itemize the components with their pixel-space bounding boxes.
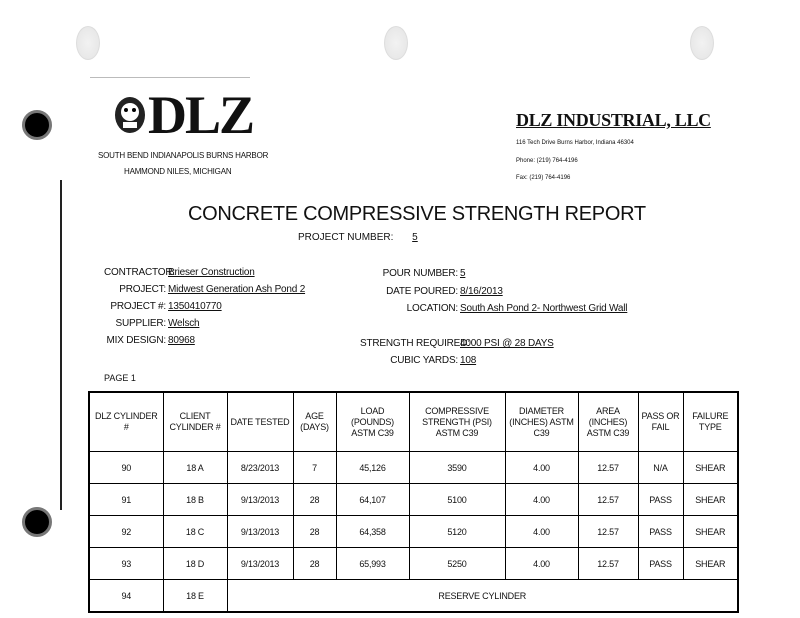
table-cell: 3590: [409, 452, 505, 484]
table-cell: 94: [89, 580, 163, 613]
punch-hole-top-center: [384, 26, 408, 60]
project-number-field: [104, 301, 222, 312]
table-cell: 5250: [409, 548, 505, 580]
column-header-line: (INCHES): [588, 416, 628, 427]
field-value: 8/16/2013: [460, 286, 503, 297]
table-cell: 5100: [409, 484, 505, 516]
field-label: PROJECT #:: [110, 301, 166, 312]
table-cell: 28: [293, 548, 336, 580]
project-number-value: 5: [412, 232, 418, 243]
dlz-industrial-name: DLZ INDUSTRIAL, LLC: [516, 110, 711, 130]
column-header-line: DATE TESTED: [230, 416, 290, 427]
table-cell: 12.57: [578, 548, 638, 580]
table-cell: 4.00: [505, 452, 578, 484]
column-header: [89, 392, 163, 452]
column-header: [505, 392, 578, 452]
column-header-line: ASTM C39: [586, 427, 630, 438]
column-header-line: ASTM C39: [435, 427, 479, 438]
table-cell: 65,993: [336, 548, 409, 580]
column-header: [409, 392, 505, 452]
field-label: CUBIC YARDS:: [390, 355, 458, 366]
table-cell: PASS: [638, 484, 683, 516]
field-label: PROJECT:: [119, 284, 166, 295]
field-value: Brieser Construction: [168, 267, 255, 278]
table-cell: 64,107: [336, 484, 409, 516]
column-header: [683, 392, 738, 452]
mix-design-field: [104, 335, 195, 346]
supplier-field: [104, 318, 199, 329]
reserve-cylinder-note: RESERVE CYLINDER: [227, 580, 738, 613]
field-label: SUPPLIER:: [115, 318, 166, 329]
industrial-address: 116 Tech Drive Burns Harbor, Indiana 46304: [516, 140, 634, 146]
table-cell: 93: [89, 548, 163, 580]
column-header-line: FAIL: [651, 422, 670, 432]
table-cell: 28: [293, 484, 336, 516]
dlz-logo-text: DLZ: [148, 85, 254, 145]
column-header-line: (DAYS): [300, 422, 329, 432]
report-title: CONCRETE COMPRESSIVE STRENGTH REPORT: [188, 203, 646, 225]
table-cell: 4.00: [505, 516, 578, 548]
industrial-phone: Phone: (219) 764-4196: [516, 158, 578, 164]
column-header: [638, 392, 683, 452]
project-field: [104, 284, 305, 295]
punch-hole-top-right: [690, 26, 714, 60]
table-cell: 90: [89, 452, 163, 484]
column-header-line: TYPE: [698, 422, 722, 432]
table-cell: 18 C: [163, 516, 227, 548]
table-cell: 18 D: [163, 548, 227, 580]
table-body: [89, 452, 738, 613]
table-row: [89, 484, 738, 516]
field-value: 1350410770: [168, 301, 222, 312]
column-header-line: STRENGTH (PSI): [422, 416, 492, 427]
table-cell: 12.57: [578, 484, 638, 516]
dlz-mascot-logo-icon: [112, 95, 148, 135]
field-label: POUR NUMBER:: [382, 268, 458, 279]
table-cell: 45,126: [336, 452, 409, 484]
page-edge-line: [60, 180, 62, 510]
project-number: [298, 232, 418, 243]
table-cell: PASS: [638, 548, 683, 580]
field-value: South Ash Pond 2- Northwest Grid Wall: [460, 303, 628, 314]
field-value: Midwest Generation Ash Pond 2: [168, 284, 306, 295]
table-cell: 92: [89, 516, 163, 548]
table-cell: 9/13/2013: [227, 484, 293, 516]
column-header-line: LOAD (POUNDS): [351, 405, 394, 427]
table-cell: 5120: [409, 516, 505, 548]
results-table: [88, 391, 739, 613]
column-header-line: (INCHES) ASTM: [509, 416, 574, 427]
table-cell: 4.00: [505, 548, 578, 580]
project-number-label: PROJECT NUMBER:: [298, 232, 394, 243]
field-value: 5: [460, 268, 466, 279]
date-poured-field: [380, 286, 503, 297]
table-cell: N/A: [638, 452, 683, 484]
strength-required-field: [360, 338, 554, 349]
field-label: MIX DESIGN:: [106, 335, 166, 346]
binder-hole-upper: [22, 110, 52, 140]
table-cell: 12.57: [578, 516, 638, 548]
table-cell: 18 B: [163, 484, 227, 516]
table-cell: 9/13/2013: [227, 548, 293, 580]
table-cell: SHEAR: [683, 484, 738, 516]
column-header-line: AREA: [596, 405, 620, 416]
table-cell: 7: [293, 452, 336, 484]
column-header: [227, 392, 293, 452]
table-row: [89, 452, 738, 484]
table-cell: SHEAR: [683, 452, 738, 484]
column-header: [293, 392, 336, 452]
table-cell: SHEAR: [683, 548, 738, 580]
field-value: Welsch: [168, 318, 200, 329]
field-label: STRENGTH REQUIRED:: [360, 338, 470, 349]
column-header-line: FAILURE: [692, 411, 729, 421]
page-label: PAGE 1: [104, 373, 136, 383]
binder-hole-lower: [22, 507, 52, 537]
table-cell: 91: [89, 484, 163, 516]
column-header: [336, 392, 409, 452]
field-value: 108: [460, 355, 477, 366]
table-cell: 12.57: [578, 452, 638, 484]
column-header-line: DLZ CYLINDER #: [94, 411, 158, 432]
top-rule: [90, 77, 250, 78]
table-cell: 28: [293, 516, 336, 548]
column-header: [163, 392, 227, 452]
field-value: 80968: [168, 335, 195, 346]
pour-number-field: [380, 268, 465, 279]
table-cell: 9/13/2013: [227, 516, 293, 548]
table-cell: 4.00: [505, 484, 578, 516]
column-header-line: AGE: [305, 411, 324, 421]
column-header-line: COMPRESSIVE: [425, 405, 489, 416]
office-cities-line2: HAMMOND NILES, MICHIGAN: [124, 167, 232, 176]
column-header-line: CYLINDER #: [169, 422, 221, 432]
table-row: [89, 516, 738, 548]
field-label: DATE POURED:: [386, 286, 458, 297]
column-header-line: C39: [533, 427, 550, 438]
contractor-field: [104, 267, 255, 278]
field-value: 4000 PSI @ 28 DAYS: [460, 338, 554, 349]
field-label: CONTRACTOR:: [104, 267, 175, 278]
table-cell: 64,358: [336, 516, 409, 548]
punch-hole-top-left: [76, 26, 100, 60]
table-cell: SHEAR: [683, 516, 738, 548]
table-cell: 18 E: [163, 580, 227, 613]
reserve-row: [89, 580, 738, 613]
table-cell: PASS: [638, 516, 683, 548]
table-row: [89, 548, 738, 580]
office-cities-line1: SOUTH BEND INDIANAPOLIS BURNS HARBOR: [98, 151, 269, 160]
column-header: [578, 392, 638, 452]
column-header-line: PASS OR: [641, 411, 680, 421]
location-field: [380, 303, 627, 314]
column-header-line: CLIENT: [179, 411, 211, 421]
industrial-fax: Fax: (219) 764-4196: [516, 175, 571, 181]
table-cell: 18 A: [163, 452, 227, 484]
table-header-row: [89, 392, 738, 452]
table-cell: 8/23/2013: [227, 452, 293, 484]
column-header-line: ASTM C39: [351, 427, 394, 438]
cubic-yards-field: [360, 355, 476, 366]
column-header-line: DIAMETER: [519, 405, 564, 416]
field-label: LOCATION:: [406, 303, 458, 314]
